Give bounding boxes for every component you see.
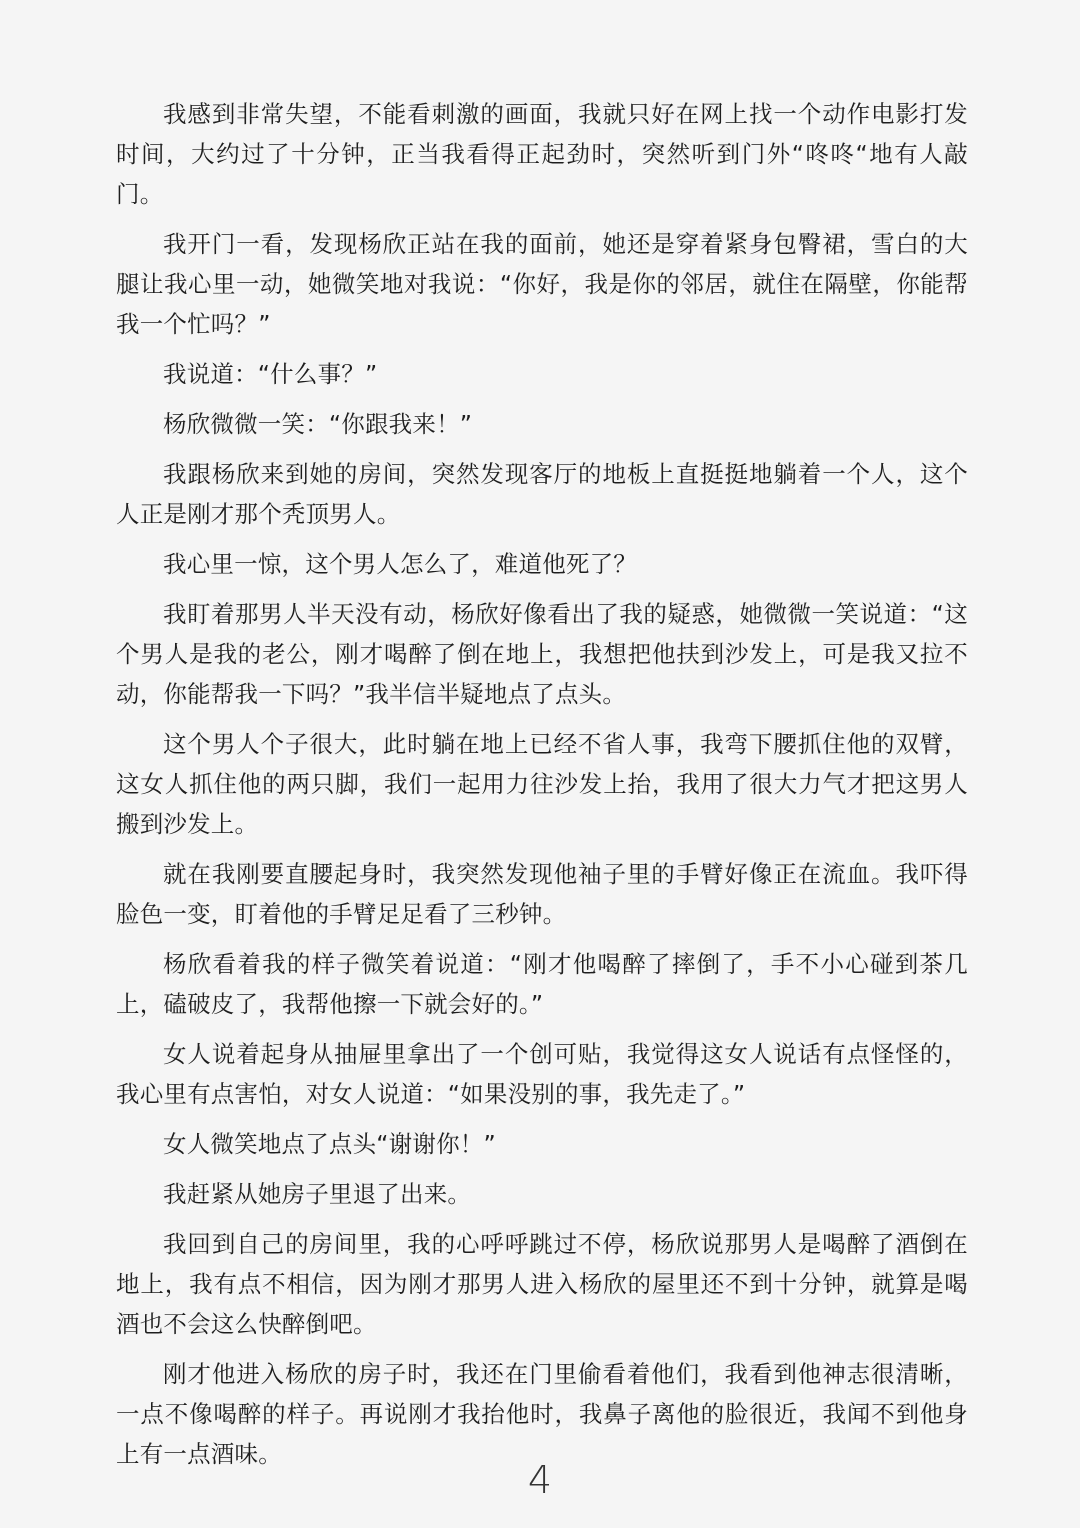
paragraph: 杨欣微微一笑：“你跟我来！” [163,410,473,438]
paragraph: 女人说着起身从抽屉里拿出了一个创可贴，我觉得这女人说话有点怪怪的，我心里有点害怕，对女人说道：“如果没别的事，我先走了。” [116,1040,968,1108]
paragraph: 我感到非常失望，不能看刺激的画面，我就只好在网上找一个动作电影打发时间，大约过了十分钟，正当我看得正起劲时，突然听到门外“咚咚“地有人敲门。 [116,100,968,208]
paragraph: 我回到自己的房间里，我的心呼呼跳过不停，杨欣说那男人是喝醉了酒倒在地上，我有点不相信，因为刚才那男人进入杨欣的屋里还不到十分钟，就算是喝酒也不会这么快醉倒吧。 [116,1230,968,1338]
paragraph: 女人微笑地点了点头“谢谢你！” [163,1130,496,1158]
page-number: 4 [527,1458,553,1502]
paragraph: 我开门一看，发现杨欣正站在我的面前，她还是穿着紧身包臀裙，雪白的大腿让我心里一动，她微笑地对我说：“你好，我是你的邻居，就住在隔壁，你能帮我一个忙吗？” [116,230,968,338]
paragraph: 我说道：“什么事？” [163,360,378,388]
paragraph: 我盯着那男人半天没有动，杨欣好像看出了我的疑惑，她微微一笑说道：“这个男人是我的老公，刚才喝醉了倒在地上，我想把他扶到沙发上，可是我又拉不动，你能帮我一下吗？”我半信半疑地点了点头。 [116,600,968,708]
body-text [116,94,968,1484]
paragraph: 这个男人个子很大，此时躺在地上已经不省人事，我弯下腰抓住他的双臂，这女人抓住他的两只脚，我们一起用力往沙发上抬，我用了很大力气才把这男人搬到沙发上。 [116,730,968,838]
paragraph: 就在我刚要直腰起身时，我突然发现他袖子里的手臂好像正在流血。我吓得脸色一变，盯着他的手臂足足看了三秒钟。 [116,860,968,928]
paragraph: 我心里一惊，这个男人怎么了，难道他死了？ [163,550,637,578]
paragraph: 我赶紧从她房子里退了出来。 [163,1180,472,1208]
paragraph: 我跟杨欣来到她的房间，突然发现客厅的地板上直挺挺地躺着一个人，这个人正是刚才那个秃顶男人。 [116,460,968,528]
paragraph: 刚才他进入杨欣的房子时，我还在门里偷看着他们，我看到他神志很清晰，一点不像喝醉的样子。再说刚才我抬他时，我鼻子离他的脸很近，我闻不到他身上有一点酒味。 [116,1360,968,1468]
paragraph: 杨欣看着我的样子微笑着说道：“刚才他喝醉了摔倒了，手不小心碰到茶几上，磕破皮了，我帮他擦一下就会好的。” [116,950,968,1018]
